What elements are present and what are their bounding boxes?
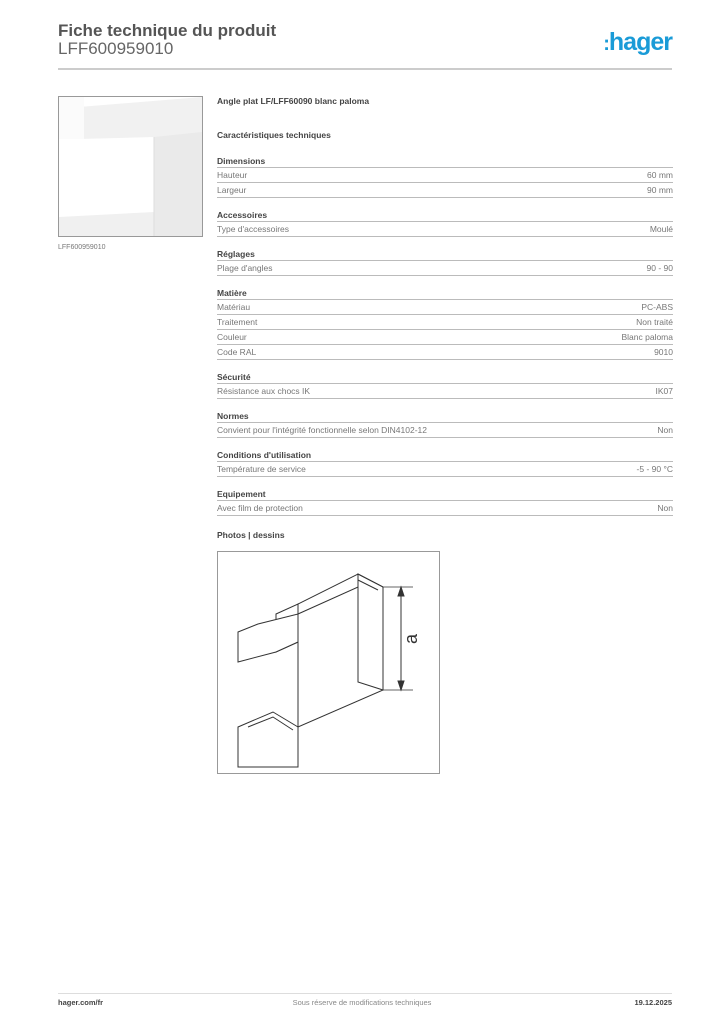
- spec-label: Type d'accessoires: [217, 224, 290, 234]
- spec-value: PC-ABS: [641, 302, 673, 312]
- spec-group: [217, 487, 673, 516]
- technical-drawing: [217, 551, 440, 774]
- spec-group: [217, 370, 673, 399]
- page-title: Fiche technique du produit: [58, 21, 277, 40]
- spec-row: [217, 345, 673, 360]
- spec-row: [217, 261, 673, 276]
- spec-sheet: [217, 96, 673, 516]
- spec-row: [217, 183, 673, 198]
- spec-value: 60 mm: [647, 170, 673, 180]
- spec-value: Non: [657, 425, 673, 435]
- spec-label: Température de service: [217, 464, 306, 474]
- spec-groups: [217, 154, 673, 516]
- group-title: Sécurité: [217, 370, 673, 384]
- spec-row: [217, 330, 673, 345]
- spec-label: Résistance aux chocs IK: [217, 386, 311, 396]
- spec-label: Largeur: [217, 185, 247, 195]
- footer-date: 19.12.2025: [634, 998, 672, 1007]
- spec-label: Hauteur: [217, 170, 248, 180]
- photos-title: Photos | dessins: [217, 530, 285, 540]
- spec-row: [217, 423, 673, 438]
- group-title: Normes: [217, 409, 673, 423]
- dimension-label: a: [401, 633, 421, 644]
- spec-label: Convient pour l'intégrité fonctionnelle selon DIN4102-12: [217, 425, 428, 435]
- footer-disclaimer: Sous réserve de modifications techniques: [292, 998, 432, 1007]
- group-title: Matière: [217, 286, 673, 300]
- spec-label: Plage d'angles: [217, 263, 273, 273]
- spec-value: 9010: [654, 347, 673, 357]
- spec-value: Non traité: [636, 317, 673, 327]
- spec-group: [217, 208, 673, 237]
- spec-group: [217, 448, 673, 477]
- spec-row: [217, 462, 673, 477]
- thumbnail-caption: LFF600959010: [58, 244, 106, 251]
- group-title: Accessoires: [217, 208, 673, 222]
- spec-value: Moulé: [649, 224, 673, 234]
- spec-label: Couleur: [217, 332, 247, 342]
- spec-value: Blanc paloma: [621, 332, 673, 342]
- product-image: [58, 96, 203, 237]
- group-title: Conditions d'utilisation: [217, 448, 673, 462]
- header-divider: [58, 68, 672, 70]
- spec-value: 90 - 90: [646, 263, 673, 273]
- spec-value: 90 mm: [647, 185, 673, 195]
- spec-label: Traitement: [217, 317, 258, 327]
- spec-group: [217, 154, 673, 198]
- spec-row: [217, 315, 673, 330]
- spec-row: [217, 501, 673, 516]
- spec-label: Matériau: [217, 302, 251, 312]
- spec-row: [217, 168, 673, 183]
- spec-row: [217, 222, 673, 237]
- spec-group: [217, 409, 673, 438]
- group-title: Réglages: [217, 247, 673, 261]
- spec-group: [217, 247, 673, 276]
- spec-value: IK07: [655, 386, 673, 396]
- hager-logo: :hager: [603, 28, 672, 56]
- group-title: Dimensions: [217, 154, 673, 168]
- section-title: Caractéristiques techniques: [217, 130, 331, 140]
- spec-row: [217, 300, 673, 315]
- product-name: Angle plat LF/LFF60090 blanc paloma: [217, 96, 370, 106]
- spec-group: [217, 286, 673, 360]
- footer-divider: [58, 993, 672, 994]
- spec-value: Non: [657, 503, 673, 513]
- spec-label: Code RAL: [217, 347, 257, 357]
- spec-label: Avec film de protection: [217, 503, 303, 513]
- product-code: LFF600959010: [58, 39, 174, 58]
- group-title: Equipement: [217, 487, 673, 501]
- spec-row: [217, 384, 673, 399]
- footer-website[interactable]: hager.com/fr: [58, 998, 104, 1007]
- spec-value: -5 - 90 °C: [636, 464, 673, 474]
